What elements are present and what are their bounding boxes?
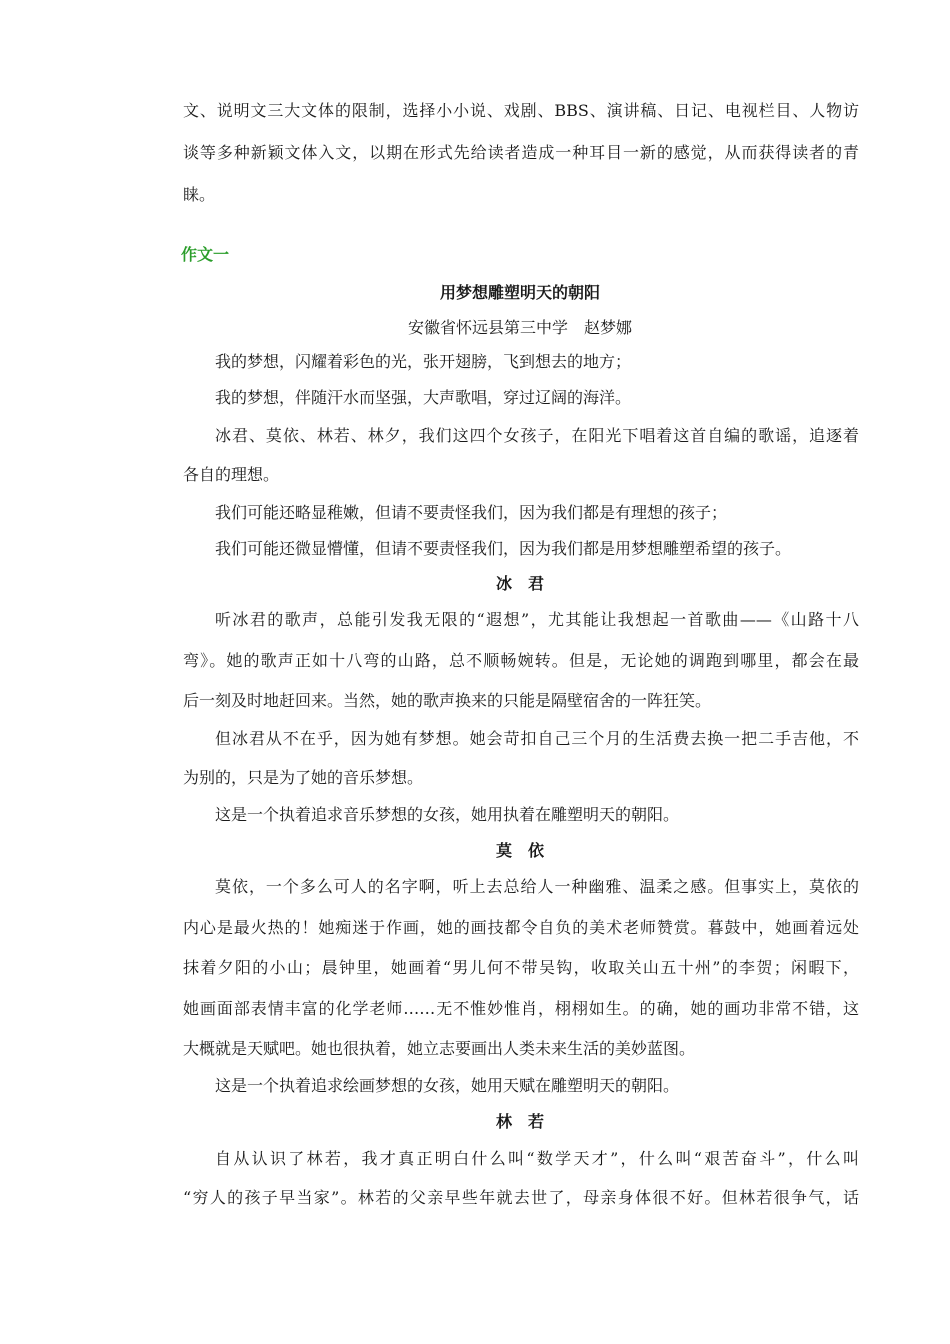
linruo-line-2: “穷人的孩子早当家”。林若的父亲早些年就去世了，母亲身体很不好。但林若很争气，话 xyxy=(183,1188,859,1207)
moyi-line-2: 内心是最火热的！她痴迷于作画，她的画技都令自负的美术老师赞赏。暮鼓中，她画着远处 xyxy=(183,918,859,937)
opening-line-4: 我们可能还微显懵懂，但请不要责怪我们，因为我们都是用梦想雕塑希望的孩子。 xyxy=(215,539,792,558)
moyi-line-1: 莫依，一个多么可人的名字啊，听上去总给人一种幽雅、温柔之感。但事实上，莫依的 xyxy=(215,877,859,896)
poem-line-2: 我的梦想，伴随汗水而坚强，大声歌唱，穿过辽阔的海洋。 xyxy=(215,388,632,407)
bingjun-line-4: 但冰君从不在乎，因为她有梦想。她会苛扣自己三个月的生活费去换一把二手吉他，不 xyxy=(215,729,859,748)
bingjun-line-3: 后一刻及时地赶回来。当然，她的歌声换来的只能是隔壁宿舍的一阵狂笑。 xyxy=(183,691,712,710)
opening-line-2: 各自的理想。 xyxy=(183,465,280,484)
essay-title: 用梦想雕塑明天的朝阳 xyxy=(439,283,600,302)
moyi-line-5: 大概就是天赋吧。她也很执着，她立志要画出人类未来生活的美妙蓝图。 xyxy=(183,1039,696,1058)
intro-line-3: 睐。 xyxy=(183,185,216,204)
section-heading-moyi: 莫 依 xyxy=(495,841,544,860)
essay-byline: 安徽省怀远县第三中学 赵梦娜 xyxy=(407,318,632,337)
moyi-line-3: 抹着夕阳的小山；晨钟里，她画着“男儿何不带吴钩，收取关山五十州”的李贺；闲暇下， xyxy=(183,958,859,977)
intro-line-1: 文、说明文三大文体的限制，选择小小说、戏剧、BBS、演讲稿、日记、电视栏目、人物访 xyxy=(183,101,859,120)
essay-label: 作文一 xyxy=(181,245,230,264)
linruo-line-1: 自从认识了林若，我才真正明白什么叫“数学天才”，什么叫“艰苦奋斗”，什么叫 xyxy=(215,1149,859,1168)
section-heading-bingjun: 冰 君 xyxy=(495,574,544,593)
section-heading-linruo: 林 若 xyxy=(495,1112,544,1131)
bingjun-line-6: 这是一个执着追求音乐梦想的女孩，她用执着在雕塑明天的朝阳。 xyxy=(215,805,680,824)
bingjun-line-2: 弯》。她的歌声正如十八弯的山路，总不顺畅婉转。但是，无论她的调跑到哪里，都会在最 xyxy=(183,651,859,670)
moyi-line-4: 她画面部表情丰富的化学老师……无不惟妙惟肖，栩栩如生。的确，她的画功非常不错，这 xyxy=(183,999,859,1018)
opening-line-1: 冰君、莫依、林若、林夕，我们这四个女孩子，在阳光下唱着这首自编的歌谣，追逐着 xyxy=(215,426,859,445)
bingjun-line-5: 为别的，只是为了她的音乐梦想。 xyxy=(183,768,424,787)
poem-line-1: 我的梦想，闪耀着彩色的光，张开翅膀，飞到想去的地方； xyxy=(215,352,632,371)
opening-line-3: 我们可能还略显稚嫩，但请不要责怪我们，因为我们都是有理想的孩子； xyxy=(215,503,728,522)
moyi-line-6: 这是一个执着追求绘画梦想的女孩，她用天赋在雕塑明天的朝阳。 xyxy=(215,1076,680,1095)
bingjun-line-1: 听冰君的歌声，总能引发我无限的“遐想”，尤其能让我想起一首歌曲——《山路十八 xyxy=(215,610,859,629)
intro-line-2: 谈等多种新颖文体入文，以期在形式先给读者造成一种耳目一新的感觉，从而获得读者的青 xyxy=(183,143,859,162)
